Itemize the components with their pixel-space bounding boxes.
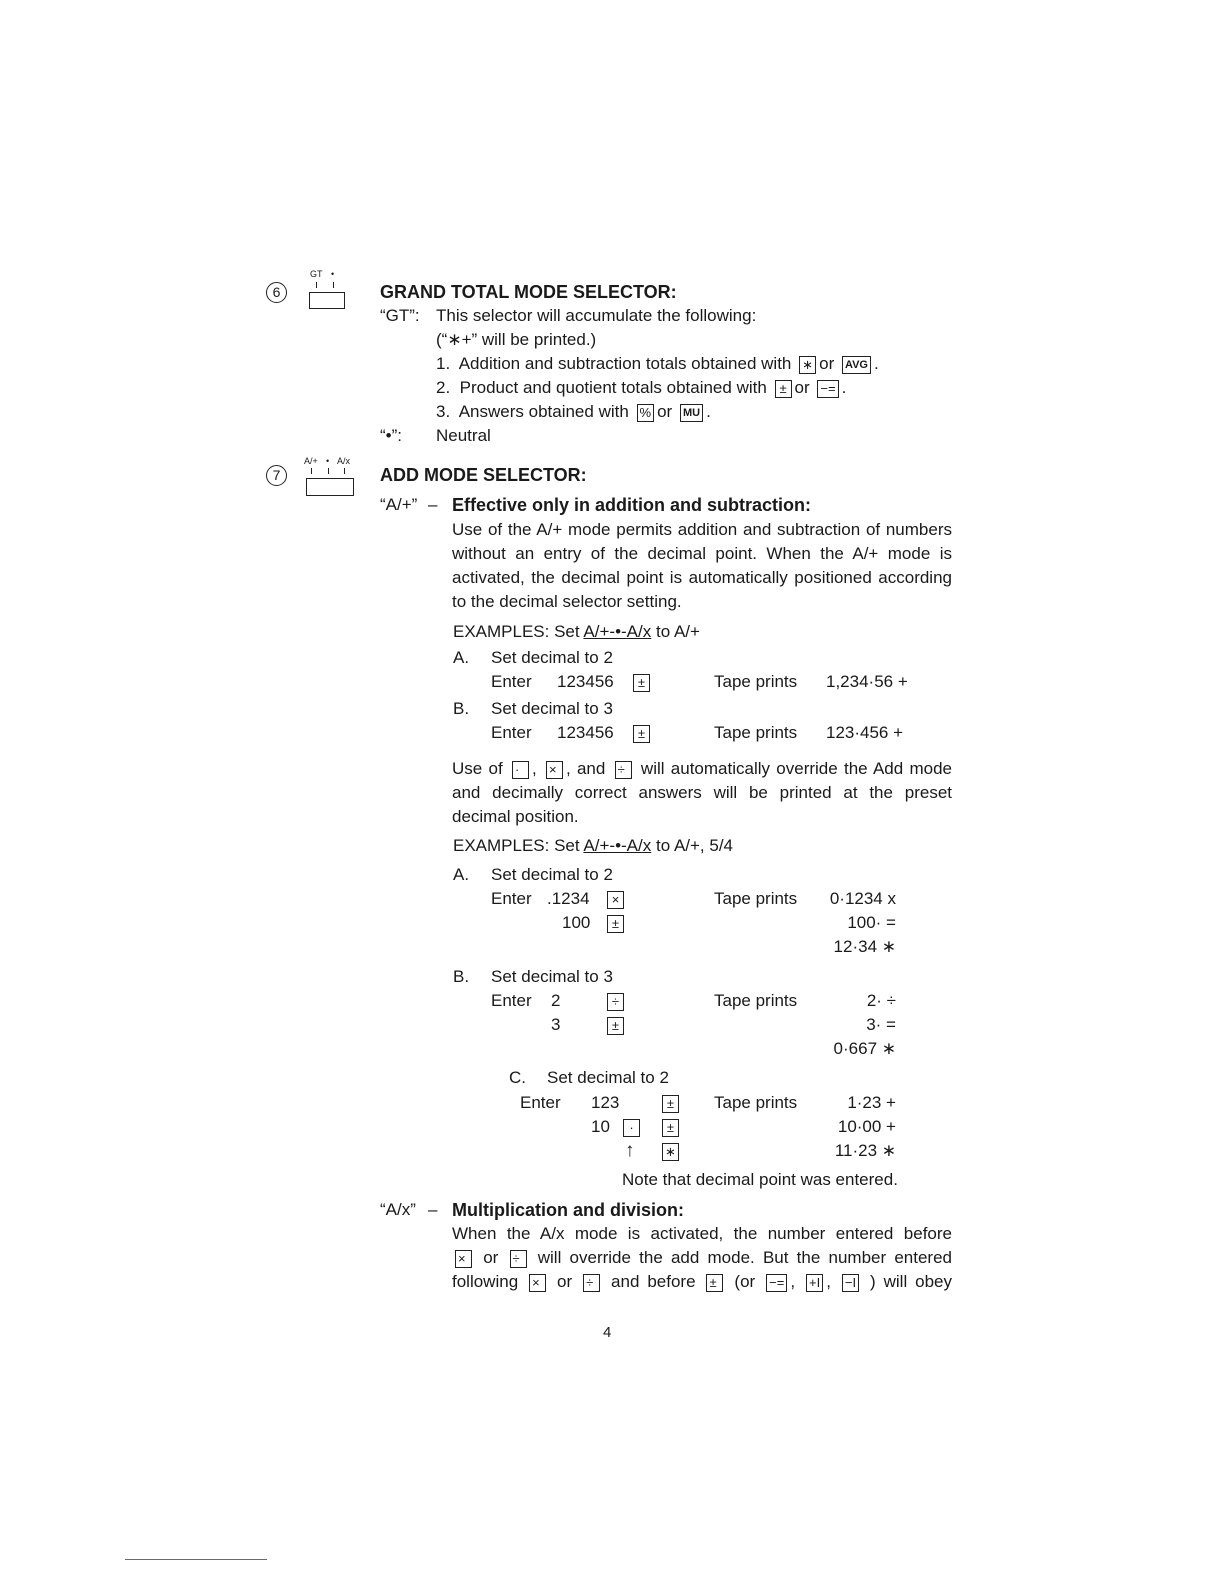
ex2-b-tape: Tape prints: [714, 991, 798, 1010]
ex2-b-v2: 3: [551, 1015, 561, 1034]
examples1: EXAMPLES: Set A/+-•-A/x to A/+: [453, 622, 700, 641]
ex2-c-set: Set decimal to 2: [547, 1068, 669, 1087]
selector-box: [306, 478, 354, 496]
decimal-point-key-icon: ·: [623, 1119, 640, 1137]
para1-line1: Use of the A/+ mode permits addition and subtraction of numbers: [452, 520, 952, 539]
ex1-a-value: 123456: [557, 672, 614, 691]
dot-label: “•”:: [380, 426, 402, 445]
ex1-b-letter: B.: [453, 699, 470, 718]
ax-line2: × or ÷ will override the add mode. But the number entered: [452, 1248, 952, 1268]
ex2-c-enter: Enter: [520, 1093, 561, 1112]
minus-equals-key-icon: −=: [766, 1274, 787, 1292]
multiply-key-icon: ×: [455, 1250, 472, 1268]
multiply-key-icon: ×: [529, 1274, 546, 1292]
footer-rule: [125, 1559, 267, 1560]
ex2-c-r2: 10·00 +: [837, 1117, 896, 1136]
ex1-a-letter: A.: [453, 648, 470, 667]
decimal-note: Note that decimal point was entered.: [622, 1170, 898, 1189]
divide-key-icon: ÷: [607, 993, 624, 1011]
gt-item-1: 1. Addition and subtraction totals obtained with ∗ or AVG .: [436, 354, 879, 373]
ex2-b-enter: Enter: [491, 991, 532, 1010]
ex2-a-r2: 100· =: [847, 913, 896, 932]
ex1-b-value: 123456: [557, 723, 614, 742]
ex2-a-enter: Enter: [491, 889, 532, 908]
plus-minus-key-icon: ±: [662, 1119, 679, 1137]
dash: –: [428, 1200, 438, 1219]
ex1-b-set: Set decimal to 3: [491, 699, 613, 718]
multiply-key-icon: ×: [607, 891, 624, 909]
ex2-a-v2: 100: [562, 913, 591, 932]
plus-minus-key-icon: ±: [607, 1017, 624, 1035]
para2-line1: Use of · , × , and ÷ will automatically override the Add mode: [452, 759, 952, 778]
selector-label-gt: GT: [310, 269, 323, 279]
minus-i-key-icon: −I: [842, 1274, 859, 1292]
ax-line1: When the A/x mode is activated, the number entered before: [452, 1224, 952, 1243]
ex1-a-enter: Enter: [491, 672, 532, 691]
avg-key-icon: AVG: [842, 356, 871, 374]
para1-line2: without an entry of the decimal point. When the A/+ mode is: [452, 544, 952, 563]
gt-label: “GT”:: [380, 306, 420, 325]
para1-line4: to the decimal selector setting.: [452, 592, 682, 611]
ex1-a-result: 1,234·56 +: [826, 672, 908, 691]
selector-label-dot: •: [326, 456, 330, 466]
page-number: 4: [603, 1324, 612, 1341]
ax-heading: Multiplication and division:: [452, 1200, 684, 1220]
selector-label-ax: A/x: [337, 456, 351, 466]
ex2-a-set: Set decimal to 2: [491, 865, 613, 884]
ex1-a-set: Set decimal to 2: [491, 648, 613, 667]
ex2-c-v1: 123: [591, 1093, 620, 1112]
aplus-heading: Effective only in addition and subtraction:: [452, 495, 812, 515]
decimal-point-key-icon: ·: [512, 761, 529, 779]
asterisk-key-icon: ∗: [799, 356, 816, 374]
minus-equals-key-icon: −=: [817, 380, 838, 398]
plus-i-key-icon: +I: [806, 1274, 823, 1292]
plus-minus-key-icon: ±: [633, 725, 650, 743]
aplus-label: “A/+”: [380, 495, 418, 514]
plus-minus-key-icon: ±: [633, 674, 650, 692]
plus-minus-key-icon: ±: [662, 1095, 679, 1113]
ex2-c-v2: 10: [591, 1117, 610, 1136]
gt-item-3: 3. Answers obtained with % or MU .: [436, 402, 711, 421]
ex2-c-r1: 1·23 +: [847, 1093, 896, 1112]
selector-label-aplus: A/+: [304, 456, 318, 466]
ex2-b-r3: 0·667 ∗: [833, 1039, 896, 1058]
gt-item-2: 2. Product and quotient totals obtained with ± or −= .: [436, 378, 847, 397]
selector-label-dot: •: [331, 269, 335, 279]
ax-line3: following × or ÷ and before ± (or −= , +I , −I ) will obey: [452, 1272, 953, 1291]
section-title-add: ADD MODE SELECTOR:: [380, 465, 587, 485]
ex2-a-v1: .1234: [547, 889, 590, 908]
ex1-b-enter: Enter: [491, 723, 532, 742]
ex1-b-tape: Tape prints: [714, 723, 798, 742]
ex2-a-tape: Tape prints: [714, 889, 798, 908]
gt-text: This selector will accumulate the following:: [436, 306, 757, 325]
ax-label: “A/x”: [380, 1200, 416, 1219]
section-number-6: 6: [266, 282, 287, 303]
ex2-c-letter: C.: [509, 1068, 526, 1087]
plus-minus-key-icon: ±: [607, 915, 624, 933]
percent-key-icon: %: [637, 404, 655, 422]
dot-text: Neutral: [436, 426, 491, 445]
divide-key-icon: ÷: [583, 1274, 600, 1292]
ex2-b-v1: 2: [551, 991, 561, 1010]
ex1-a-tape: Tape prints: [714, 672, 798, 691]
asterisk-key-icon: ∗: [662, 1143, 679, 1161]
dash: –: [428, 495, 438, 514]
multiply-key-icon: ×: [546, 761, 563, 779]
ex1-b-result: 123·456 +: [826, 723, 904, 742]
ex2-b-set: Set decimal to 3: [491, 967, 613, 986]
mu-key-icon: MU: [680, 404, 703, 422]
ex2-a-r1: 0·1234 x: [829, 889, 896, 908]
para2-line3: decimal position.: [452, 807, 579, 826]
para2-line2: and decimally correct answers will be printed at the preset: [452, 783, 952, 802]
divide-key-icon: ÷: [615, 761, 632, 779]
plus-minus-key-icon: ±: [706, 1274, 723, 1292]
ex2-a-letter: A.: [453, 865, 470, 884]
ex2-c-r3: 11·23 ∗: [834, 1141, 896, 1160]
ex2-b-r2: 3· =: [866, 1015, 896, 1034]
selector-box: [309, 292, 345, 309]
divide-key-icon: ÷: [510, 1250, 527, 1268]
para1-line3: activated, the decimal point is automatically positioned according: [452, 568, 952, 587]
section-title-gt: GRAND TOTAL MODE SELECTOR:: [380, 282, 677, 302]
ex2-a-r3: 12·34 ∗: [833, 937, 896, 956]
ex2-b-r1: 2· ÷: [866, 991, 896, 1010]
ex2-b-letter: B.: [453, 967, 470, 986]
up-arrow-icon: ↑: [625, 1140, 635, 1161]
ex2-c-tape: Tape prints: [714, 1093, 798, 1112]
printed-note: (“∗+” will be printed.): [436, 330, 597, 349]
plus-minus-key-icon: ±: [775, 380, 792, 398]
section-number-7: 7: [266, 465, 287, 486]
examples2: EXAMPLES: Set A/+-•-A/x to A/+, 5/4: [453, 836, 734, 855]
